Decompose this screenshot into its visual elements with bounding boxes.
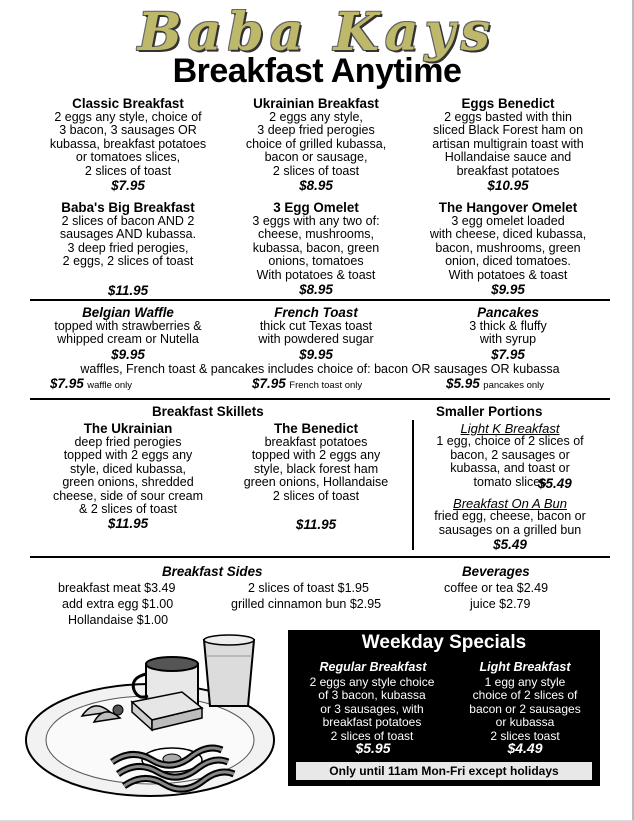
brand-logo-title: Baba Kays: [137, 2, 497, 63]
pancakes-only-price: [446, 376, 544, 391]
price: $5.95: [446, 376, 480, 391]
item-price: $9.95: [111, 346, 145, 362]
item-price: $9.95: [299, 346, 333, 362]
item-price: $7.95: [491, 346, 525, 362]
light-breakfast-description: 1 egg any style choice of 2 slices of bacon or 2 sausages or kubassa 2 slices toast: [469, 675, 581, 743]
item-title: 3 Egg Omelet: [273, 200, 359, 215]
side-item: grilled cinnamon bun $2.95: [231, 597, 382, 611]
weekday-specials-box: [288, 630, 600, 786]
item-classic-breakfast: [30, 96, 226, 193]
price-label: waffle only: [87, 380, 132, 391]
item-pancakes: [408, 305, 608, 362]
section-divider-vertical: [412, 420, 414, 550]
item-price: $8.95: [299, 282, 333, 298]
item-price: $5.49: [538, 476, 572, 491]
menu-subtitle: Breakfast Anytime: [172, 52, 462, 90]
item-3-egg-omelet: [226, 200, 406, 297]
price: $7.95: [252, 376, 286, 391]
smaller-portions-heading: Smaller Portions: [436, 404, 543, 419]
item-babas-big-breakfast: [30, 200, 226, 298]
side-item: add extra egg $1.00: [62, 597, 174, 611]
regular-breakfast-title: Regular Breakfast: [319, 660, 427, 674]
item-price: $9.95: [491, 282, 525, 298]
weekday-specials-title: Weekday Specials: [361, 632, 527, 653]
french-toast-only-price: [252, 376, 362, 391]
section-divider: [30, 556, 610, 558]
item-hangover-omelet: [408, 200, 608, 297]
item-description: breakfast potatoes topped with 2 eggs any style, black forest ham green onions, Hollandaise 2 slices of toast: [243, 435, 389, 503]
item-description: 3 eggs with any two of: cheese, mushrooms, kubassa, bacon, green onions, tomatoes With potatoes & toast: [252, 214, 380, 282]
item-title: Classic Breakfast: [72, 96, 184, 111]
regular-breakfast-price: $5.95: [355, 740, 391, 756]
price-label: French toast only: [289, 380, 363, 391]
griddle-protein-note: waffles, French toast & pancakes includes choice of: bacon OR sausages OR kubassa: [80, 362, 560, 376]
item-title: French Toast: [274, 305, 358, 320]
side-item: breakfast meat $3.49: [58, 581, 176, 595]
item-title: The Benedict: [273, 421, 359, 436]
item-description: fried egg, cheese, bacon or sausages on a grilled bun: [434, 509, 586, 537]
item-breakfast-on-a-bun: [416, 497, 604, 552]
item-description: 3 thick & fluffy with syrup: [469, 319, 547, 347]
item-description: 3 egg omelet loaded with cheese, diced kubassa, bacon, mushrooms, green onion, diced tomatoes. With potatoes & toast: [429, 214, 587, 282]
skillets-heading: Breakfast Skillets: [152, 404, 264, 419]
item-title: Baba's Big Breakfast: [61, 200, 195, 215]
item-belgian-waffle: [30, 305, 226, 362]
item-description: topped with strawberries & whipped cream or Nutella: [54, 319, 202, 347]
section-divider: [30, 299, 610, 301]
item-description: deep fried perogies topped with 2 eggs any style, diced kubassa, green onions, shredded cheese, side of sour cream & 2 slices of toast: [52, 435, 204, 517]
item-description: 2 slices of bacon AND 2 sausages AND kubassa. 3 deep fried perogies, 2 eggs, 2 slices of toast: [59, 214, 197, 269]
item-light-k-breakfast: [416, 422, 604, 489]
item-eggs-benedict: [408, 96, 608, 193]
item-description: 2 eggs any style, choice of 3 bacon, 3 sausages OR kubassa, breakfast potatoes or tomatoes slices, 2 slices of toast: [49, 110, 207, 178]
item-price: $11.95: [107, 282, 149, 298]
beverage-item: coffee or tea $2.49: [444, 581, 549, 595]
price-label: pancakes only: [483, 380, 545, 391]
item-title: The Ukrainian: [83, 421, 173, 436]
light-breakfast-title: Light Breakfast: [479, 660, 571, 674]
item-price: $10.95: [487, 178, 529, 194]
item-title: Pancakes: [477, 305, 539, 320]
beverages-heading: Beverages: [462, 564, 530, 579]
item-the-ukrainian: [30, 421, 226, 531]
regular-breakfast-description: 2 eggs any style choice of 3 bacon, kubassa or 3 sausages, with breakfast potatoes 2 slices of toast: [309, 675, 435, 743]
breakfast-plate-illustration: [22, 620, 284, 810]
item-description: 1 egg, choice of 2 slices of bacon, 2 sausages or kubassa, and toast or tomato slices: [436, 434, 584, 489]
section-divider: [30, 398, 610, 400]
item-price: $11.95: [107, 516, 149, 532]
item-title: Ukrainian Breakfast: [253, 96, 379, 111]
light-breakfast-price: $4.49: [507, 740, 543, 756]
item-title: Light K Breakfast: [460, 421, 560, 436]
item-price: $7.95: [111, 178, 145, 194]
beverage-item: juice $2.79: [470, 597, 531, 611]
weekday-specials-note: Only until 11am Mon-Fri except holidays: [296, 762, 592, 780]
item-price: $11.95: [295, 517, 337, 533]
item-title: Belgian Waffle: [82, 305, 174, 320]
item-description: thick cut Texas toast with powdered sugar: [258, 319, 374, 347]
side-item: Hollandaise $1.00: [68, 613, 169, 627]
side-item: 2 slices of toast $1.95: [248, 581, 369, 595]
item-title: Breakfast On A Bun: [453, 496, 567, 511]
sides-heading: Breakfast Sides: [162, 564, 263, 579]
item-description: 2 eggs any style, 3 deep fried perogies choice of grilled kubassa, bacon or sausage, 2 slices of toast: [245, 110, 387, 178]
item-description: 2 eggs basted with thin sliced Black Forest ham on artisan multigrain toast with Hollandaise sauce and breakfast potatoes: [432, 110, 584, 178]
item-price: $8.95: [299, 178, 333, 194]
item-title: Eggs Benedict: [461, 96, 555, 111]
waffle-only-price: [50, 376, 132, 391]
item-french-toast: [226, 305, 406, 362]
item-price: $5.49: [493, 537, 527, 553]
item-ukrainian-breakfast: [226, 96, 406, 193]
item-the-benedict: [226, 421, 406, 532]
price: $7.95: [50, 376, 84, 391]
item-title: The Hangover Omelet: [438, 200, 578, 215]
